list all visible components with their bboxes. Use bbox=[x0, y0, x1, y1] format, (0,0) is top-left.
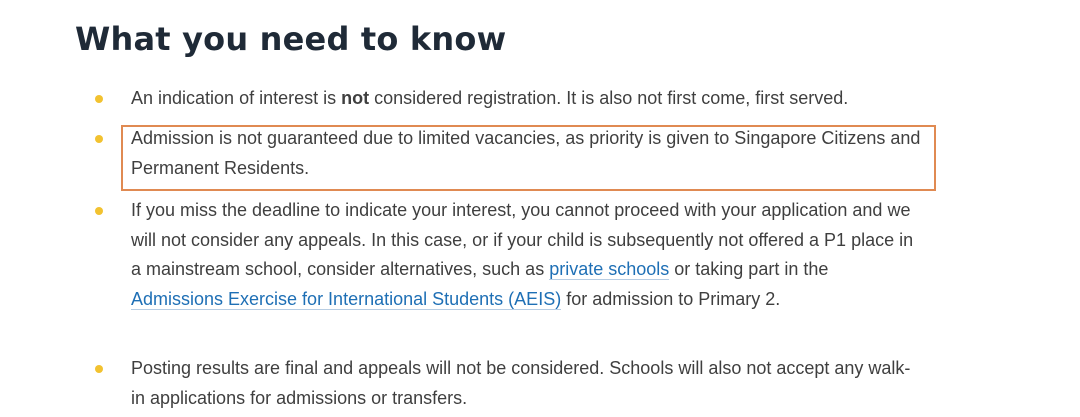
bullet-icon bbox=[95, 365, 103, 373]
item-text: considered registration. It is also not first come, first served. bbox=[369, 88, 849, 108]
item-text: Admission is not guaranteed due to limited vacancies, as priority is given to Singapore Citizens and Permanent Residents. bbox=[131, 128, 921, 178]
item-text: If you miss the deadline to indicate your interest, you cannot proceed with your application and we will not consider any appeals. In this case, or if your child is subsequently not offered a P1 place in a mainstream school, consider alternatives, such as bbox=[131, 200, 914, 279]
bullet-icon bbox=[95, 207, 103, 215]
private-schools-link[interactable]: private schools bbox=[549, 259, 670, 279]
bullet-icon bbox=[95, 135, 103, 143]
item-text: for admission to Primary 2. bbox=[561, 288, 781, 309]
highlight-box bbox=[121, 125, 936, 191]
bullet-icon bbox=[95, 95, 103, 103]
list-item bbox=[131, 354, 921, 413]
item-text: or taking part in the bbox=[669, 259, 829, 279]
list-item bbox=[131, 84, 921, 114]
aeis-link[interactable]: Admissions Exercise for International Students (AEIS) bbox=[131, 288, 562, 309]
item-text: An indication of interest is bbox=[131, 88, 342, 108]
item-bold-text: not bbox=[341, 88, 370, 108]
item-text: Posting results are final and appeals will not be considered. Schools will also not accept any walk-in applications for admissions or transfers. bbox=[131, 358, 911, 408]
page-title: What you need to know bbox=[75, 20, 507, 58]
list-item bbox=[131, 196, 921, 314]
